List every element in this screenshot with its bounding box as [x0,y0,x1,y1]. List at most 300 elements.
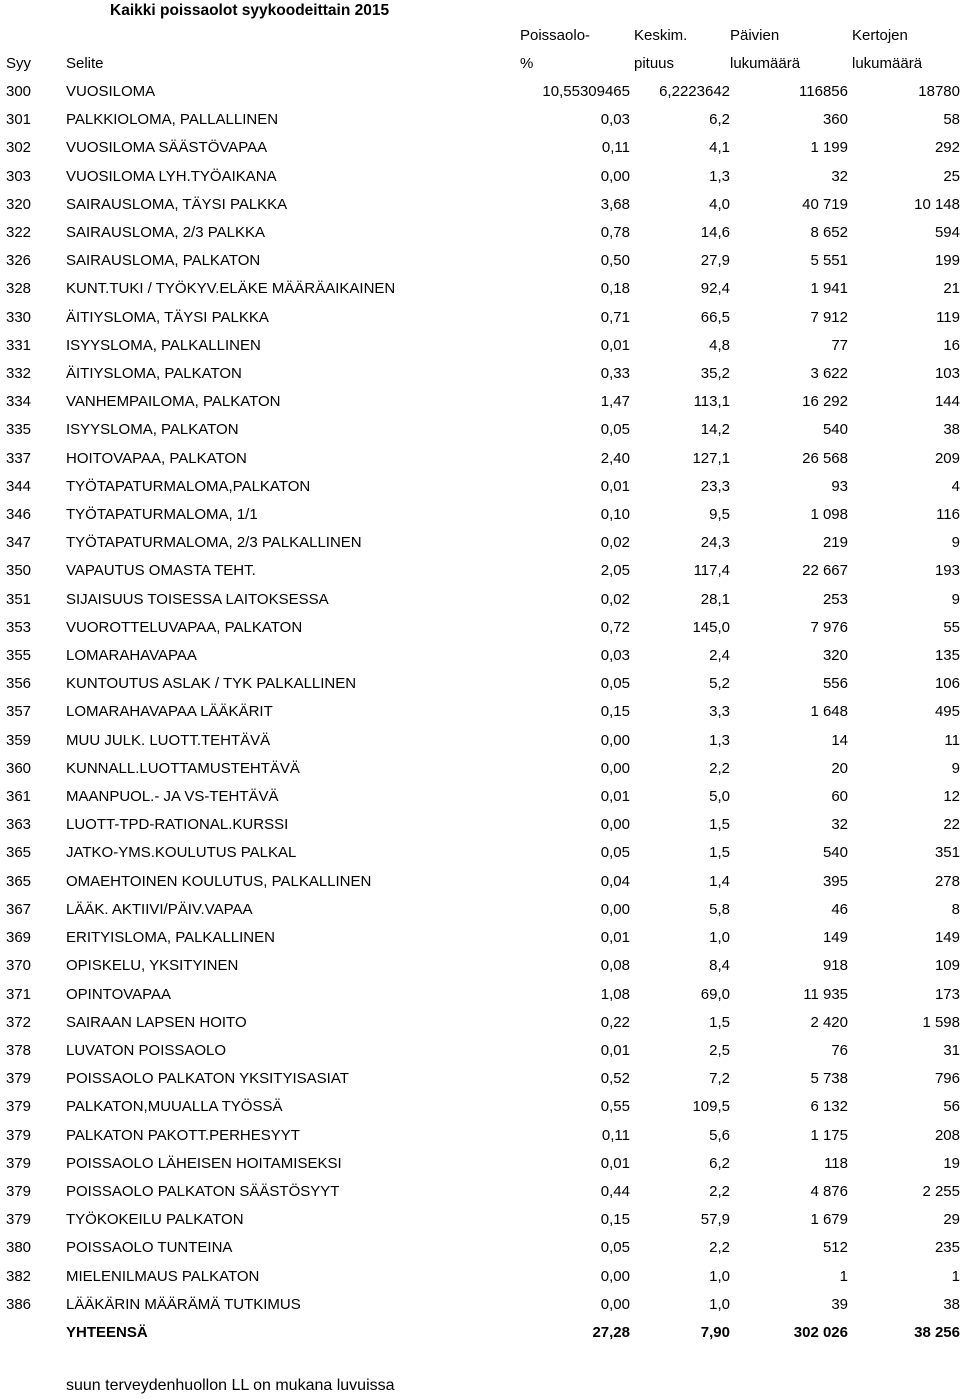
cell-code [0,22,66,50]
cell-absence-percent: 10,55309465 [542,83,630,100]
cell-absence-percent: 0,15 [600,1211,630,1229]
cell-days-count: 76 [831,1041,848,1059]
cell-description: YHTEENSÄ [66,1323,148,1341]
cell-days-count: 5 738 [810,1070,848,1088]
cell-avg-length: 1,5 [709,844,730,862]
cell-absence-percent: 0,01 [600,336,630,354]
cell-avg-length: 2,2 [709,1182,730,1200]
cell-times-count: 11 [944,731,960,749]
cell-avg-length: 66,5 [700,308,730,326]
cell-description: KUNT.TUKI / TYÖKYV.ELÄKE MÄÄRÄAIKAINEN [66,280,396,298]
header-row [0,50,960,78]
cell-times-count: 4 [951,477,960,495]
cell-code: 350 [6,562,32,580]
cell-avg-length: 6,2 [709,1154,730,1172]
cell-absence-percent: 0,01 [600,477,630,495]
cell-avg-length: 2,2 [709,759,730,777]
cell-avg-length: 1,4 [709,872,730,890]
cell-avg-length: 35,2 [700,365,730,383]
cell-times-count: 38 256 [914,1323,960,1341]
table-row [0,896,960,924]
cell-absence-percent: 0,18 [600,280,630,298]
cell-absence-percent: 0,02 [600,590,630,608]
cell-absence-percent: 0,05 [600,1239,630,1257]
table-row [0,670,960,698]
cell-description: SAIRAUSLOMA, PALKATON [66,252,261,270]
cell-days-count: 5 551 [810,252,848,270]
cell-times-count: 193 [934,562,960,580]
table-row [0,501,960,529]
table-row [0,981,960,1009]
cell-code: 328 [6,280,32,298]
cell-code: 344 [6,477,32,495]
table-row [0,473,960,501]
cell-days-count: 1 679 [810,1211,848,1229]
cell-times-count: 38 [943,421,960,439]
cell-days-count: 1 199 [810,139,848,157]
cell-times-count: 9 [951,534,960,552]
page-title: Kaikki poissaolot syykoodeittain 2015 [110,2,390,19]
cell-avg-length: 2,4 [709,647,730,665]
cell-days-count: 22 667 [802,562,848,580]
cell-absence-percent: 1,47 [600,393,630,411]
cell-code: 370 [6,957,32,975]
cell-absence-percent: 0,15 [600,703,630,721]
cell-times-count: 58 [943,111,960,129]
cell-description: POISSAOLO PALKATON SÄÄSTÖSYYT [66,1182,340,1200]
cell-absence-percent: 0,01 [600,788,630,806]
cell-absence-percent: 0,55 [600,1098,630,1116]
cell-description: LUOTT-TPD-RATIONAL.KURSSI [66,816,289,834]
cell-absence-percent: 0,00 [600,731,630,749]
cell-description: VUOROTTELUVAPAA, PALKATON [66,618,303,636]
cell-absence-percent: 0,11 [601,1126,630,1144]
cell-days-count: 4 876 [810,1182,848,1200]
cell-days-count: 32 [831,167,848,185]
cell-code: 379 [6,1098,32,1116]
cell-days-count: 7 912 [810,308,848,326]
table-row [0,868,960,896]
cell-days-count: 77 [831,336,848,354]
cell-avg-length: 127,1 [692,449,730,467]
table-row [0,698,960,726]
cell-code: 326 [6,252,32,270]
cell-days-count: 14 [831,731,848,749]
cell-code: 303 [6,167,32,185]
cell-code: 386 [6,1295,32,1313]
cell-absence-percent: 0,08 [600,957,630,975]
cell-times-count: 9 [951,590,960,608]
cell-description: ERITYISLOMA, PALKALLINEN [66,929,275,947]
cell-days-count: 360 [822,111,848,129]
cell-avg-length: 117,4 [693,562,730,580]
cell-times-count: 235 [934,1239,960,1257]
cell-description: LUVATON POISSAOLO [66,1041,227,1059]
cell-code: 359 [6,731,32,749]
cell-code: 332 [6,365,32,383]
cell-avg-length: 1,3 [709,731,730,749]
cell-absence-percent: 0,00 [600,759,630,777]
cell-days-count: 253 [822,590,848,608]
cell-avg-length: Keskim. [634,27,688,44]
cell-times-count: 55 [943,618,960,636]
cell-absence-percent: 0,05 [600,421,630,439]
cell-avg-length: 1,3 [709,167,730,185]
cell-description: PALKATON PAKOTT.PERHESYYT [66,1126,300,1144]
cell-times-count: 8 [951,900,960,918]
cell-absence-percent: 0,44 [600,1182,630,1200]
table-row [0,191,960,219]
cell-days-count: 93 [831,477,848,495]
cell-times-count: 292 [934,139,960,157]
cell-times-count: 21 [943,280,960,298]
cell-times-count: 144 [934,393,960,411]
cell-days-count: lukumäärä [730,55,801,72]
cell-avg-length: 109,5 [692,1098,730,1116]
cell-code: 379 [6,1182,32,1200]
cell-description: ÄITIYSLOMA, TÄYSI PALKKA [66,308,269,326]
total-row [0,1319,960,1347]
cell-times-count: 116 [936,506,960,524]
cell-avg-length: 24,3 [700,534,730,552]
cell-avg-length: 1,0 [709,929,730,947]
cell-code: 379 [6,1126,32,1144]
cell-code: 347 [6,534,32,552]
cell-times-count: 173 [934,985,960,1003]
cell-description: POISSAOLO LÄHEISEN HOITAMISEKSI [66,1154,342,1172]
cell-days-count: 1 941 [810,280,848,298]
cell-times-count: 29 [943,1211,960,1229]
cell-description: HOITOVAPAA, PALKATON [66,449,247,467]
cell-days-count: 2 420 [810,1013,848,1031]
table-row [0,304,960,332]
cell-code: 379 [6,1211,32,1229]
cell-days-count: 219 [822,534,848,552]
cell-times-count: 796 [934,1070,960,1088]
cell-days-count: 395 [822,872,848,890]
cell-avg-length: 5,6 [709,1126,730,1144]
cell-days-count: 39 [831,1295,848,1313]
cell-code: 330 [6,308,32,326]
cell-days-count: 540 [822,844,848,862]
cell-days-count: 118 [824,1154,848,1172]
cell-days-count: 11 935 [803,985,848,1003]
table-row [0,106,960,134]
table-row [0,839,960,867]
cell-avg-length: 3,3 [709,703,730,721]
cell-avg-length: 92,4 [700,280,730,298]
cell-absence-percent: 0,33 [600,365,630,383]
cell-absence-percent: 0,11 [601,139,630,157]
cell-avg-length: 7,90 [700,1323,730,1341]
table-row [0,1122,960,1150]
table-row [0,360,960,388]
cell-description: VAPAUTUS OMASTA TEHT. [66,562,256,580]
cell-absence-percent: 0,22 [600,1013,630,1031]
cell-absence-percent: 0,02 [600,534,630,552]
cell-code: 331 [6,336,32,354]
footnote: suun terveydenhuollon LL on mukana luvuissa [66,1377,395,1394]
cell-avg-length: 4,8 [709,336,730,354]
table-row [0,755,960,783]
header-row [0,22,960,50]
cell-avg-length: 28,1 [700,590,730,608]
cell-code: 334 [6,393,32,411]
table-row [0,163,960,191]
cell-description: POISSAOLO TUNTEINA [66,1239,233,1257]
cell-avg-length: 5,8 [709,900,730,918]
cell-avg-length: 1,0 [709,1295,730,1313]
cell-code: 346 [6,506,32,524]
cell-code: 365 [6,844,32,862]
cell-description: PALKKIOLOMA, PALLALLINEN [66,111,279,129]
cell-avg-length: 1,5 [709,1013,730,1031]
cell-days-count: 540 [822,421,848,439]
cell-description: TYÖTAPATURMALOMA, 2/3 PALKALLINEN [66,534,362,552]
cell-days-count: 918 [822,957,848,975]
cell-description: LÄÄKÄRIN MÄÄRÄMÄ TUTKIMUS [66,1295,301,1313]
cell-days-count: Päivien [730,27,780,44]
table-row [0,727,960,755]
cell-description: OPINTOVAPAA [66,985,172,1003]
cell-description: SAIRAUSLOMA, 2/3 PALKKA [66,224,265,242]
cell-days-count: 1 175 [810,1126,848,1144]
cell-absence-percent: 0,71 [600,308,630,326]
cell-avg-length: 23,3 [700,477,730,495]
cell-description: LÄÄK. AKTIIVI/PÄIV.VAPAA [66,900,253,918]
cell-absence-percent: 0,03 [600,647,630,665]
cell-avg-length: 57,9 [700,1211,730,1229]
cell-days-count: 116856 [799,83,848,100]
table-row [0,134,960,162]
cell-times-count: 149 [934,929,960,947]
table-row [0,1037,960,1065]
table-row [0,1291,960,1319]
cell-absence-percent: 0,10 [600,506,630,524]
cell-code: 322 [6,224,32,242]
cell-times-count: 106 [934,675,960,693]
cell-times-count: 25 [943,167,960,185]
cell-description: VUOSILOMA LYH.TYÖAIKANA [66,167,277,185]
table-row [0,247,960,275]
table-row [0,811,960,839]
cell-times-count: 208 [934,1126,960,1144]
cell-absence-percent: 0,05 [600,844,630,862]
cell-code: 382 [6,1267,32,1285]
table-row [0,416,960,444]
table-row [0,1150,960,1178]
table-row [0,332,960,360]
cell-description: KUNTOUTUS ASLAK / TYK PALKALLINEN [66,675,357,693]
cell-times-count: 1 598 [922,1013,960,1031]
cell-description: Selite [66,55,104,72]
cell-absence-percent: 0,04 [600,872,630,890]
cell-days-count: 16 292 [802,393,848,411]
cell-times-count: 16 [943,336,960,354]
cell-absence-percent: 0,52 [600,1070,630,1088]
cell-code: Syy [6,55,32,72]
cell-times-count: 1 [951,1267,960,1285]
table-row [0,78,960,106]
cell-avg-length: 4,0 [709,195,730,213]
cell-times-count: 351 [934,844,960,862]
cell-code: 360 [6,759,32,777]
cell-avg-length: 7,2 [709,1070,730,1088]
cell-code: 379 [6,1070,32,1088]
cell-avg-length: 6,2223642 [659,83,730,100]
cell-days-count: 46 [831,900,848,918]
table-row [0,642,960,670]
cell-avg-length: 69,0 [700,985,730,1003]
cell-avg-length: 145,0 [692,618,730,636]
cell-times-count: 199 [934,252,960,270]
cell-code: 379 [6,1154,32,1172]
cell-description: TYÖTAPATURMALOMA, 1/1 [66,506,258,524]
cell-days-count: 7 976 [810,618,848,636]
table-row [0,275,960,303]
cell-days-count: 1 098 [810,506,848,524]
cell-description: JATKO-YMS.KOULUTUS PALKAL [66,844,297,862]
cell-days-count: 1 [839,1267,848,1285]
table-row [0,1178,960,1206]
cell-avg-length: 1,0 [709,1267,730,1285]
cell-times-count: 22 [943,816,960,834]
cell-days-count: 556 [822,675,848,693]
cell-times-count: 56 [943,1098,960,1116]
cell-avg-length: 2,5 [709,1041,730,1059]
cell-description: ISYYSLOMA, PALKATON [66,421,239,439]
table-row [0,1065,960,1093]
table-row [0,924,960,952]
cell-avg-length: 14,2 [700,421,730,439]
table-row [0,1093,960,1121]
cell-days-count: 40 719 [802,195,848,213]
cell-times-count: 495 [934,703,960,721]
cell-code: 301 [6,111,32,129]
cell-avg-length: 1,5 [709,816,730,834]
cell-absence-percent: Poissaolo- [520,27,591,44]
cell-times-count: 209 [934,449,960,467]
cell-times-count: 31 [943,1041,960,1059]
cell-avg-length: 6,2 [709,111,730,129]
cell-description: SAIRAAN LAPSEN HOITO [66,1013,247,1031]
cell-description: TYÖKOKEILU PALKATON [66,1211,244,1229]
cell-times-count: 109 [934,957,960,975]
cell-code: 372 [6,1013,32,1031]
cell-times-count: 12 [943,788,960,806]
cell-days-count: 20 [831,759,848,777]
table-row [0,557,960,585]
cell-description: LOMARAHAVAPAA [66,647,197,665]
cell-description: MIELENILMAUS PALKATON [66,1267,260,1285]
cell-code: 378 [6,1041,32,1059]
cell-absence-percent: 0,78 [600,224,630,242]
cell-times-count: 19 [943,1154,960,1172]
cell-avg-length: 8,4 [709,957,730,975]
table-row [0,1009,960,1037]
cell-description: SIJAISUUS TOISESSA LAITOKSESSA [66,590,329,608]
cell-description: VUOSILOMA SÄÄSTÖVAPAA [66,139,268,157]
cell-code: 357 [6,703,32,721]
cell-code: 363 [6,816,32,834]
cell-code: 367 [6,900,32,918]
cell-code: 365 [6,872,32,890]
cell-description: VANHEMPAILOMA, PALKATON [66,393,281,411]
cell-absence-percent: 2,05 [600,562,630,580]
cell-code: 337 [6,449,32,467]
cell-absence-percent: 0,01 [600,1041,630,1059]
cell-absence-percent: 0,00 [600,1267,630,1285]
cell-description: POISSAOLO PALKATON YKSITYISASIAT [66,1070,349,1088]
cell-days-count: 60 [831,788,848,806]
cell-days-count: 1 648 [810,703,848,721]
cell-avg-length: 113,1 [693,393,730,411]
cell-times-count: lukumäärä [852,55,923,72]
cell-description: OPISKELU, YKSITYINEN [66,957,239,975]
cell-times-count: 18780 [918,83,960,100]
cell-times-count: Kertojen [852,27,908,44]
cell-avg-length: 4,1 [709,139,730,157]
cell-absence-percent: 0,50 [600,252,630,270]
cell-code: 300 [6,83,32,100]
cell-code: 369 [6,929,32,947]
table-row [0,1234,960,1262]
table-row [0,586,960,614]
table-row [0,952,960,980]
cell-description: ISYYSLOMA, PALKALLINEN [66,336,261,354]
cell-absence-percent: 0,72 [600,618,630,636]
cell-code: 320 [6,195,32,213]
cell-code: 335 [6,421,32,439]
cell-absence-percent: 0,01 [600,929,630,947]
cell-description: MAANPUOL.- JA VS-TEHTÄVÄ [66,788,279,806]
cell-description: LOMARAHAVAPAA LÄÄKÄRIT [66,703,273,721]
cell-absence-percent: 0,03 [600,111,630,129]
cell-days-count: 149 [822,929,848,947]
cell-days-count: 320 [822,647,848,665]
cell-absence-percent: 0,00 [600,900,630,918]
cell-absence-percent: 3,68 [600,195,630,213]
cell-times-count: 9 [951,759,960,777]
cell-absence-percent: 0,00 [600,167,630,185]
table-row [0,1263,960,1291]
cell-code [0,1319,66,1347]
cell-days-count: 8 652 [810,224,848,242]
cell-absence-percent: 0,00 [600,1295,630,1313]
cell-avg-length: 2,2 [709,1239,730,1257]
cell-absence-percent: 2,40 [600,449,630,467]
cell-avg-length: 27,9 [700,252,730,270]
cell-code: 351 [6,590,32,608]
cell-absence-percent: 0,00 [600,816,630,834]
cell-code: 356 [6,675,32,693]
cell-times-count: 38 [943,1295,960,1313]
cell-absence-percent: 27,28 [592,1323,630,1341]
cell-description: TYÖTAPATURMALOMA,PALKATON [66,477,311,495]
table-row [0,388,960,416]
cell-description: VUOSILOMA [66,83,156,100]
table-row [0,1206,960,1234]
cell-days-count: 302 026 [793,1323,848,1341]
cell-description: KUNNALL.LUOTTAMUSTEHTÄVÄ [66,759,300,777]
cell-times-count: 594 [934,224,960,242]
cell-avg-length: 5,0 [709,788,730,806]
cell-times-count: 2 255 [922,1182,960,1200]
absence-table [0,22,960,1347]
cell-absence-percent: % [520,55,534,72]
cell-description: PALKATON,MUUALLA TYÖSSÄ [66,1098,283,1116]
cell-code: 353 [6,618,32,636]
